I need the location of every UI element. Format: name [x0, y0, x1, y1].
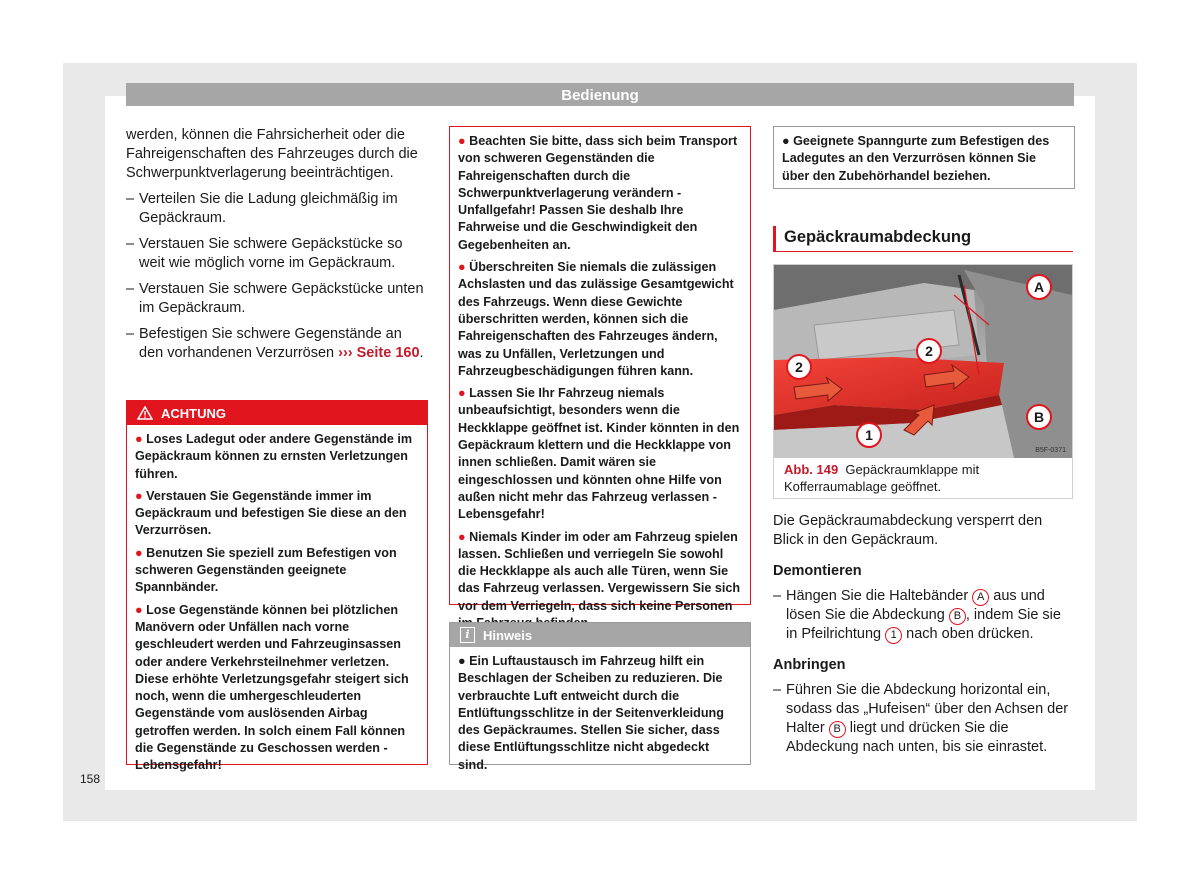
page-number: 158 [80, 772, 101, 786]
warning-bullet: ● Niemals Kinder im oder am Fahrzeug spielen lassen. Schließen und verriegeln Sie sowohl die Heckklappe als auch alle Türen, wenn Sie das Fahrzeug verlassen. Vergewissern Sie sich vor dem Verriegeln, dass sich keine Personen [458, 529, 741, 613]
warning-bullet: ● Lassen Sie Ihr Fahrzeug niemals unbeaufsichtigt, besonders wenn die Heckklappe geöffnet ist. Kinder könnten in den Gepäckraum klettern und die Heckklappe von innen schließen. Damit wären sie eingeschlossen und könnten ohne Hilfe von außen nicht mehr das Fahrzeug verlassen - Lebensgefahr! [458, 386, 740, 522]
list-item-text: Befestigen Sie schwere Gegenstände an den vorhandenen Verzurrösen [139, 326, 402, 361]
note-header [450, 623, 750, 647]
subheading-install: Anbringen [773, 657, 846, 673]
svg-text:2: 2 [795, 359, 803, 375]
figure-caption-text: Gepäckraumklappe mit Kofferraumablage geöffnet. [784, 462, 980, 494]
callout-2-icon [787, 355, 811, 379]
marker-B-icon: B [949, 608, 966, 625]
intro-paragraph: werden, können die Fahrsicherheit oder die Fahreigenschaften des Fahrzeuges durch die Schwerpunktverlagerung beeinträchtigen. [126, 127, 418, 181]
marker-A-icon: A [972, 589, 989, 606]
subheading-remove: Demontieren [773, 563, 862, 579]
list-item: – Verstauen Sie schwere Gepäckstücke unten im Gepäckraum. [126, 280, 426, 318]
marker-1-icon: 1 [885, 627, 902, 644]
marker-B-icon: B [829, 721, 846, 738]
svg-text:2: 2 [925, 343, 933, 359]
note-box [449, 622, 751, 772]
warning-header [127, 401, 427, 425]
note-box-continued [773, 126, 1075, 189]
column-left [126, 126, 426, 370]
list-item [126, 325, 426, 363]
svg-text:A: A [1033, 279, 1045, 295]
warning-triangle-icon [137, 406, 153, 420]
note-bullet: ● Ein Luftaustausch im Fahrzeug hilft ein Beschlagen der Scheiben zu reduzieren. Die verbrauchte Luft entweicht durch die Entlüftungsschlitze in der Seitenverkleidung des Gepäckraumes. Stellen Sie sicher, dass diese Entlüftungsschlitze nicht abgedeckt sind. [458, 654, 724, 772]
warning-bullet: ● Lose Gegenstände können bei plötzlichen Manövern oder Unfällen nach vorne geschleudert werden und Fahrzeuginsassen oder andere Verkehrsteilnehmer verletzen. Diese erhöhte Verletzungsgefahr steigert sich noch, wenn die umhergeschleuderten Gegenstände vom auslösenden Airbag getroffen werden. In solch einem Fall können die Gegenstände zu Geschossen werden - Lebensgefahr! [135, 602, 409, 773]
warning-bullet: ● Loses Ladegut oder andere Gegenstände im Gepäckraum können zu ernsten Verletzungen führen. [135, 432, 413, 481]
svg-text:1: 1 [865, 427, 873, 443]
callout-A-icon [1027, 275, 1051, 299]
note-bullet: ● Geeignete Spanngurte zum Befestigen des Ladegutes an den Verzurrösen können Sie über den Zubehörhandel beziehen. [782, 134, 1050, 183]
figure [773, 264, 1073, 499]
page-reference-link[interactable]: ››› Seite 160 [338, 345, 420, 361]
trunk-illustration [774, 265, 1072, 458]
warning-bullet: ● Überschreiten Sie niemals die zulässigen Achslasten und das zulässige Gesamtgewicht des Fahrzeugs. Wenn diese Gewichte überschritten werden, können sich die Fahreigenschaften des Fahrzeuges ändern, was zu Unfällen, Verletzungen und Fahrzeugbeschädigungen führen kann. [458, 260, 734, 378]
figure-number: Abb. 149 [784, 462, 839, 477]
instruction-step: – Hängen Sie die Haltebänder A aus und lösen Sie die Abdeckung B , indem Sie sie in Pfeilrichtung 1 nach oben drücken. [773, 587, 1073, 644]
warning-bullet: ● Verstauen Sie Gegenstände immer im Gepäckraum und befestigen Sie diese an den Verzurrösen. [135, 488, 407, 538]
figure-caption [784, 461, 1069, 495]
svg-text:B: B [1033, 409, 1045, 425]
callout-2-icon [917, 339, 941, 363]
instruction-step: – Führen Sie die Abdeckung horizontal ein, sodass das „Hufeisen“ über den Achsen der Halter B liegt und drücken Sie die Abdeckung nach unten, bis sie einrastet. [773, 681, 1073, 757]
column-right [773, 512, 1073, 764]
warning-box-continued [449, 126, 751, 613]
section-title: Gepäckraumabdeckung [773, 226, 1073, 252]
info-icon: i [460, 627, 475, 643]
callout-B-icon [1027, 405, 1051, 429]
warning-title: ACHTUNG [161, 405, 226, 421]
note-title: Hinweis [483, 627, 533, 643]
list-item-end: . [419, 345, 424, 361]
list-item: – Verteilen Sie die Ladung gleichmäßig im Gepäckraum. [126, 190, 426, 228]
warning-bullet: ● Benutzen Sie speziell zum Befestigen von schweren Gegenständen geeignete Spannbänder. [135, 545, 397, 595]
page-header: Bedienung [126, 83, 1074, 106]
list-item: – Verstauen Sie schwere Gepäckstücke so weit wie möglich vorne im Gepäckraum. [126, 235, 426, 273]
svg-text:B5F-0371: B5F-0371 [1035, 447, 1066, 454]
warning-box [126, 400, 428, 773]
warning-bullet: ● Beachten Sie bitte, dass sich beim Transport von schweren Gegenständen die Fahreigenschaften durch die Schwerpunktverlagerung verändern - Unfallgefahr! Passen Sie deshalb Ihre Fahrweise und die Geschwindigkeit den Gegebenheiten an. [458, 134, 738, 252]
callout-1-icon [857, 423, 881, 447]
section-intro: Die Gepäckraumabdeckung versperrt den Blick in den Gepäckraum. [773, 513, 1043, 548]
